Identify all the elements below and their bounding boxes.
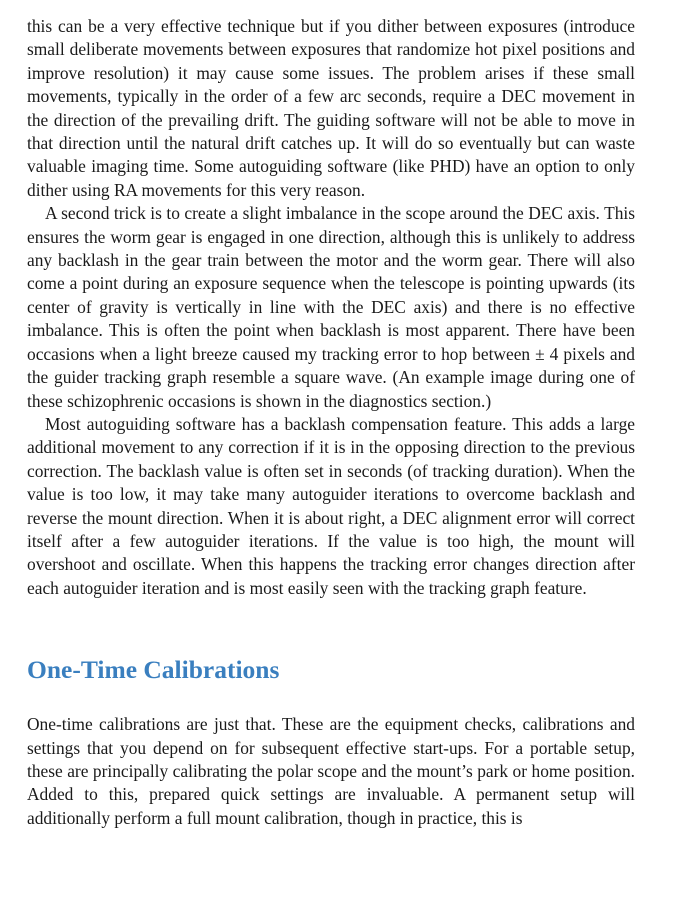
paragraph-dithering: this can be a very effective technique but if you dither between exposures (introduce small deliberate movements between exposures that randomize hot pixel positions and improve resolution) it may cause some issues. The problem arises if these small movements, typically in the order of a few arc seconds, require a DEC movement in the direction of the prevailing drift. The guiding software will not be able to move in that direction until the natural drift catches up. It will do so eventually but can waste valuable imaging time. Some autoguiding software (like PHD) have an option to only dither using RA movements for this very reason. [27,16,635,200]
section-heading: One-Time Calibrations [27,655,280,685]
paragraph-one-time-calibrations: One-time calibrations are just that. These are the equipment checks, calibrations and settings that you depend on for subsequent effective start-ups. For a portable setup, these are principally calibrating the polar scope and the mount’s park or home position. Added to this, prepared quick settings are invaluable. A permanent setup will additionally perform a full mount calibration, though in practice, this is [27,714,635,828]
paragraph-imbalance: A second trick is to create a slight imbalance in the scope around the DEC axis. This ensures the worm gear is engaged in one direction, although this is unlikely to address any backlash in the gear train between the motor and the worm gear. There will also come a point during an exposure sequence when the telescope is pointing upwards (its center of gravity is vertically in line with the DEC axis) and there is no effective imbalance. This is often the point when backlash is most apparent. There have been occasions when a light breeze caused my tracking error to hop between ± 4 pixels and the guider tracking graph resemble a square wave. (An example image during one of these schizophrenic occasions is shown in the diagnostics section.) [27,203,635,411]
document-page [27,15,635,830]
paragraph-backlash-compensation: Most autoguiding software has a backlash compensation feature. This adds a large additional movement to any correction if it is in the opposing direction to the previous correction. The backlash value is often set in seconds (of tracking duration). When the value is too low, it may take many autoguider iterations to overcome backlash and reverse the mount direction. When it is about right, a DEC alignment error will correct itself after a few autoguider iterations. If the value is too high, the mount will overshoot and oscillate. When this happens the tracking error changes direction after each autoguider iteration and is most easily seen with the tracking graph feature. [27,413,635,598]
